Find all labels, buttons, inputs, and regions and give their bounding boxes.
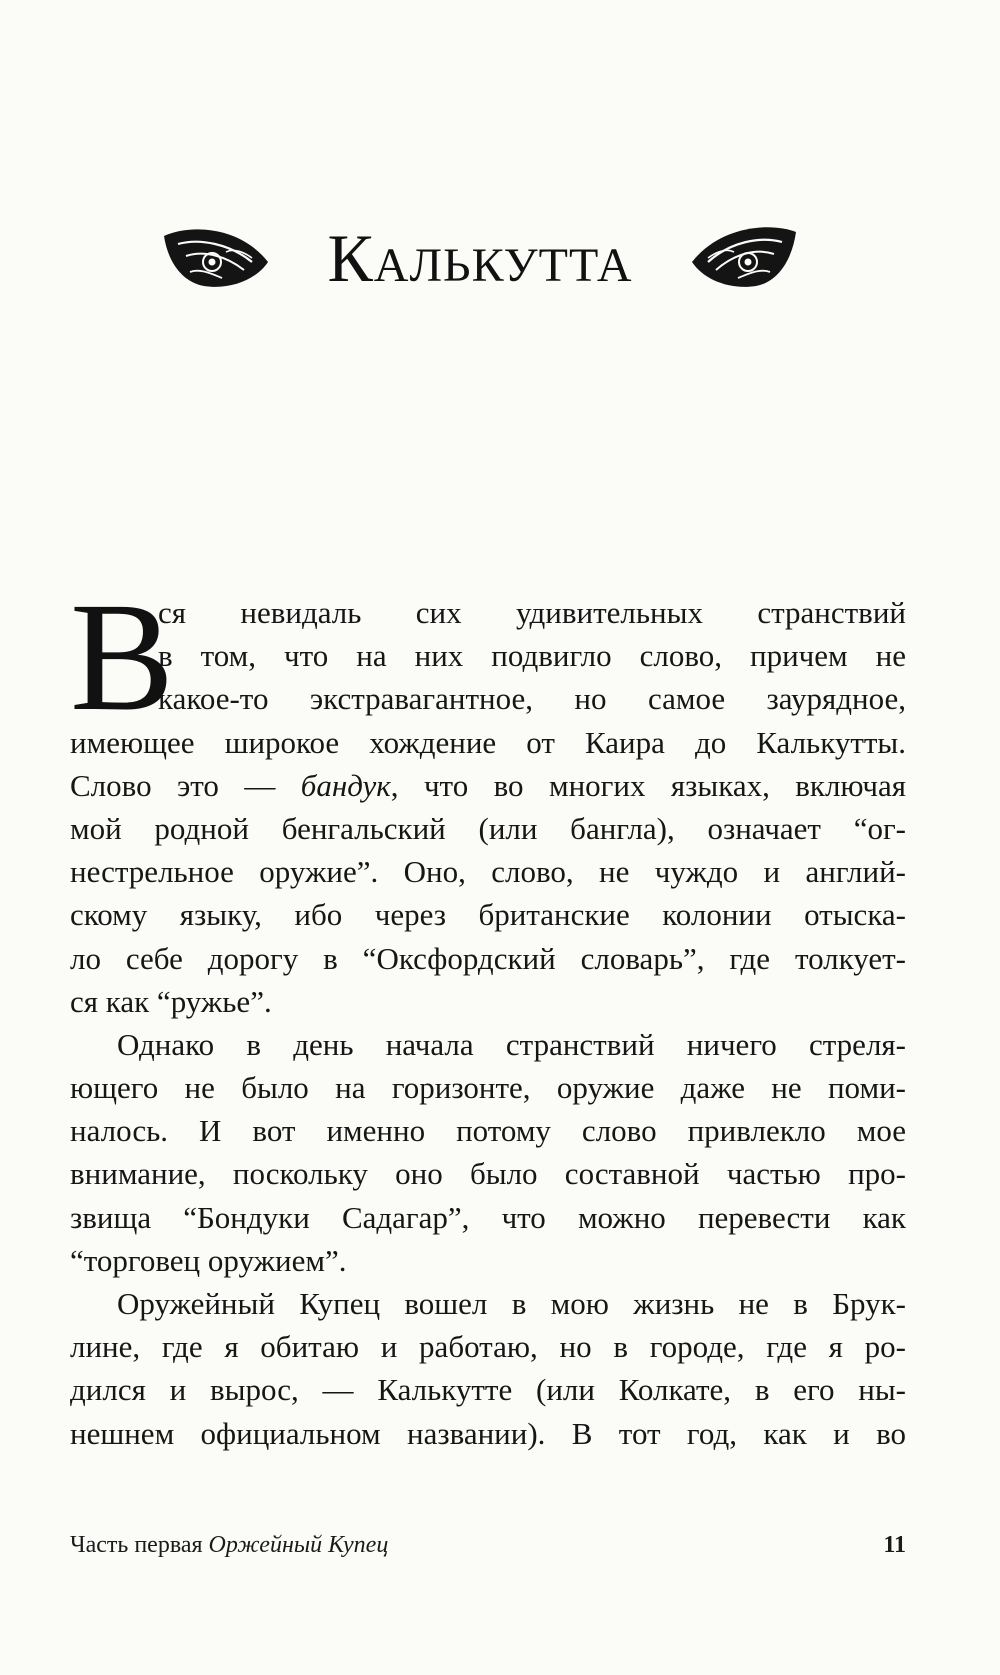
text-segment: Слово это — xyxy=(70,767,301,803)
leaf-ornament-icon xyxy=(688,222,800,292)
text-line: дился и вырос, — Калькутте (или Колкате, в его ны- xyxy=(70,1372,906,1408)
drop-cap: В xyxy=(70,570,175,743)
text-line: лине, где я обитаю и работаю, но в городе, где я ро- xyxy=(70,1329,906,1365)
chapter-heading xyxy=(0,208,1000,308)
page-number: 11 xyxy=(883,1532,906,1558)
text-line: “торговец оружием”. xyxy=(70,1242,347,1278)
text-line: скому языку, ибо через британские колонии отыска- xyxy=(70,897,906,933)
leaf-ornament-icon xyxy=(160,222,272,292)
running-footer xyxy=(70,1527,906,1563)
chapter-body xyxy=(70,570,907,1455)
text-segment: , что во многих языках, включая xyxy=(390,767,907,803)
text-line: ющего не было на горизонте, оружие даже не поми- xyxy=(70,1070,906,1106)
italic-term: бандук xyxy=(300,767,391,803)
text-line: ло себе дорогу в “Оксфордский словарь”, где толкует- xyxy=(70,940,906,976)
text-line xyxy=(70,764,906,807)
text-line: какое-то экстравагантное, но самое заурядное, xyxy=(158,681,906,717)
text-line: ся как “ружье”. xyxy=(70,983,272,1019)
text-line: ся невидаль сих удивительных странствий xyxy=(158,595,906,630)
text-line: нестрельное оружие”. Оно, слово, не чуждо и англий- xyxy=(70,854,906,890)
text-line: нешнем официальном названии). В тот год, как и во xyxy=(70,1415,906,1451)
text-line: налось. И вот именно потому слово привлекло мое xyxy=(70,1113,906,1149)
text-line: мой родной бенгальский (или бангла), означает “ог- xyxy=(70,810,906,846)
chapter-title: Калькутта xyxy=(327,220,633,296)
part-title: Оржейный Купец xyxy=(208,1532,389,1558)
text-line: звища “Бондуки Садагар”, что можно перевести как xyxy=(70,1199,906,1235)
part-label: Часть первая xyxy=(70,1532,203,1558)
text-line: Однако в день начала странствий ничего стреля- xyxy=(117,1026,906,1062)
text-line: в том, что на них подвигло слово, причем не xyxy=(158,638,906,674)
text-line: имеющее широкое хождение от Каира до Калькутты. xyxy=(70,724,906,760)
text-line: Оружейный Купец вошел в мою жизнь не в Брук- xyxy=(117,1286,906,1321)
text-line: внимание, поскольку оно было составной частью про- xyxy=(70,1156,906,1192)
footer-part xyxy=(70,1527,388,1563)
